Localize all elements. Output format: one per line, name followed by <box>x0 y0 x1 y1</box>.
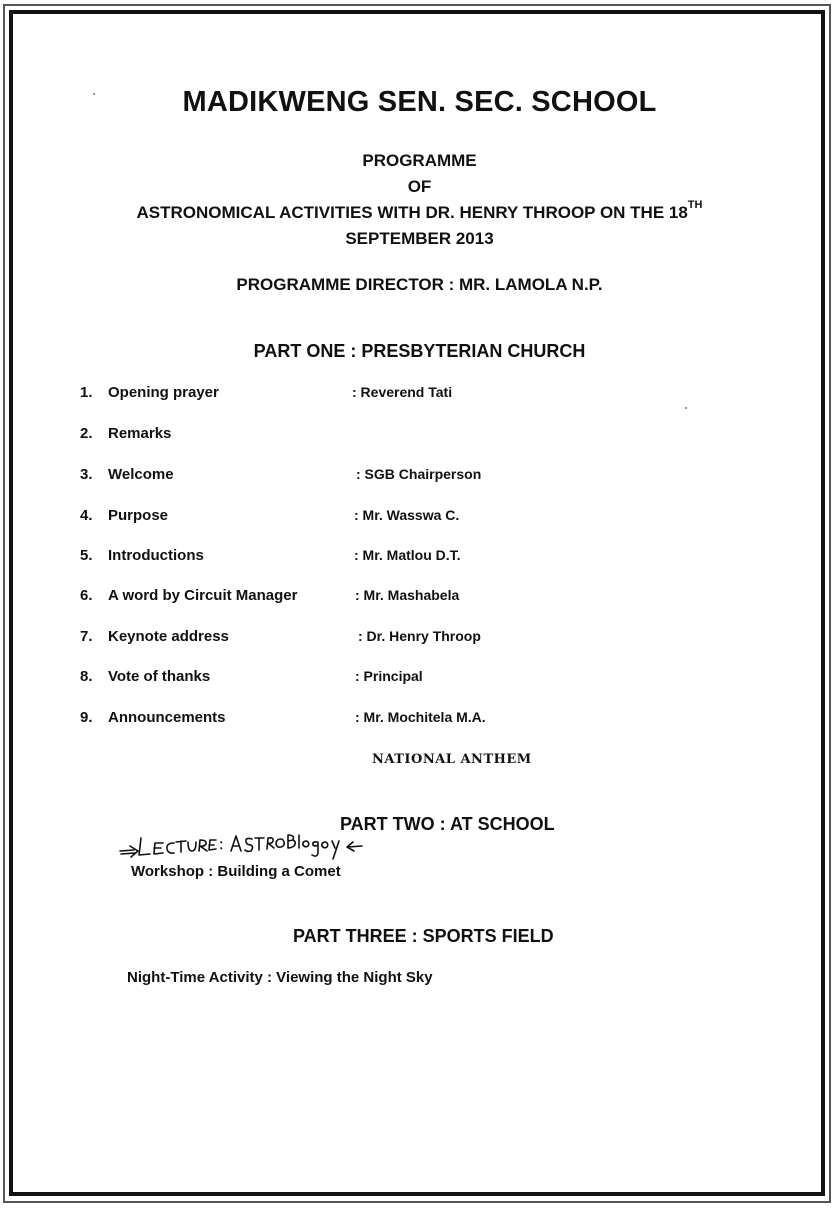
heading-activities <box>0 199 839 223</box>
item-value: : Reverend Tati <box>352 384 453 400</box>
item-value: : SGB Chairperson <box>356 466 482 482</box>
item-number: 5. <box>80 547 93 564</box>
item-label: Opening prayer <box>108 384 219 401</box>
item-value: : Principal <box>355 668 423 684</box>
item-label: A word by Circuit Manager <box>108 587 298 604</box>
item-number: 8. <box>80 668 93 685</box>
scan-speck <box>685 407 687 409</box>
item-label: Announcements <box>108 709 226 726</box>
national-anthem: NATIONAL ANTHEM <box>372 752 532 767</box>
school-name: MADIKWENG SEN. SEC. SCHOOL <box>182 86 657 118</box>
item-label: Vote of thanks <box>108 668 211 685</box>
item-value: : Mr. Mochitela M.A. <box>355 709 486 725</box>
handwritten-note-lecture-astrobiology <box>118 826 368 866</box>
item-label: Welcome <box>108 466 174 483</box>
part-one-title: PART ONE : PRESBYTERIAN CHURCH <box>253 341 586 361</box>
heading-programme: PROGRAMME <box>362 151 477 170</box>
item-number: 3. <box>80 466 93 483</box>
item-label: Remarks <box>108 425 172 442</box>
item-label: Purpose <box>108 507 169 524</box>
heading-of: OF <box>407 177 432 196</box>
workshop-line: Workshop : Building a Comet <box>131 863 341 880</box>
item-number: 6. <box>80 587 93 604</box>
item-number: 9. <box>80 709 93 726</box>
heading-activities-text: ASTRONOMICAL ACTIVITIES WITH DR. HENRY THROOP ON THE 18 <box>136 203 688 222</box>
programme-director: PROGRAMME DIRECTOR : MR. LAMOLA N.P. <box>236 275 603 294</box>
part-two-title: PART TWO : AT SCHOOL <box>340 814 555 834</box>
item-value: : Dr. Henry Throop <box>358 628 481 644</box>
item-label: Keynote address <box>108 628 229 645</box>
item-number: 4. <box>80 507 93 524</box>
night-activity-line: Night-Time Activity : Viewing the Night Sky <box>127 969 433 986</box>
heading-date: SEPTEMBER 2013 <box>345 229 494 248</box>
item-label: Introductions <box>108 547 204 564</box>
heading-ordinal-suffix: TH <box>687 199 703 211</box>
item-value: : Mr. Matlou D.T. <box>354 547 461 563</box>
item-value: : Mr. Wasswa C. <box>354 507 460 523</box>
item-value: : Mr. Mashabela <box>355 587 460 603</box>
item-number: 2. <box>80 425 93 442</box>
item-number: 7. <box>80 628 93 645</box>
part-three-title: PART THREE : SPORTS FIELD <box>293 926 554 946</box>
item-number: 1. <box>80 384 93 401</box>
